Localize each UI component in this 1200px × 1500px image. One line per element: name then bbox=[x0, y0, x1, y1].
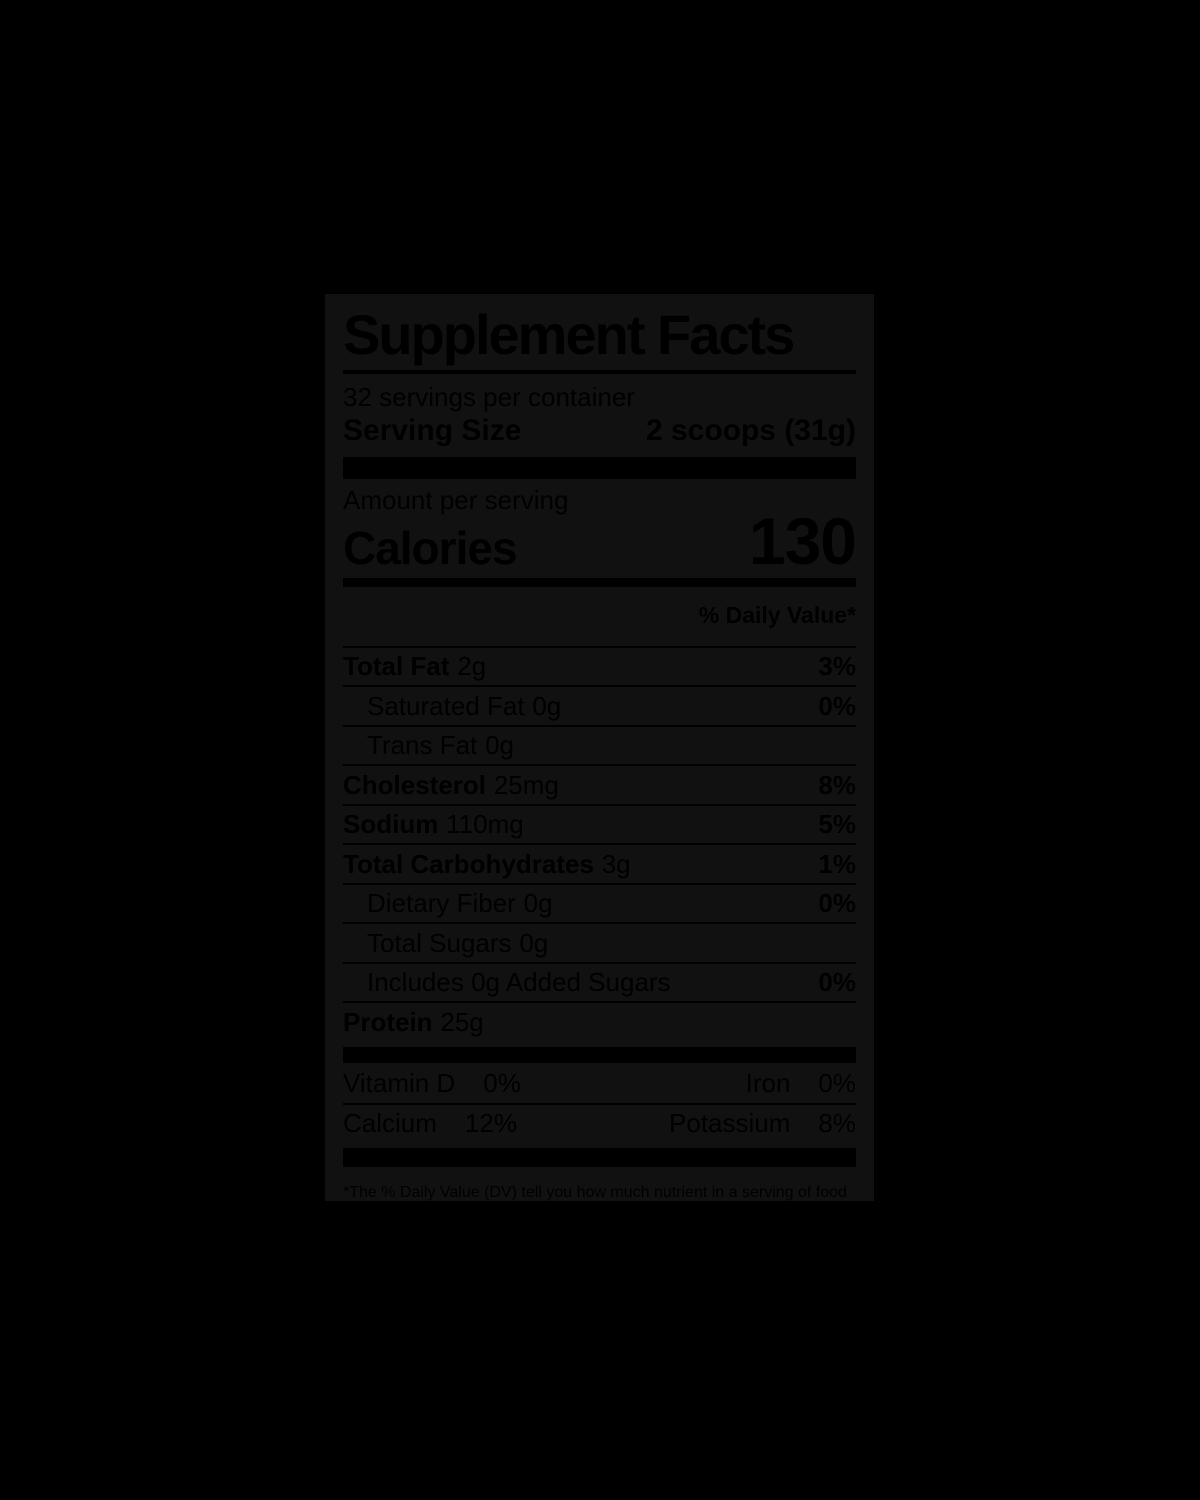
calories-row bbox=[343, 503, 856, 578]
nutrient-row-total-fat bbox=[343, 646, 856, 686]
nutrient-name: Dietary Fiber bbox=[367, 888, 516, 919]
servings-per-container: 32 servings per container bbox=[343, 381, 635, 412]
micronutrient-value: 8% bbox=[818, 1108, 856, 1139]
nutrient-amount: 0g bbox=[519, 927, 549, 958]
nutrient-row-total-carbohydrates bbox=[343, 843, 856, 883]
nutrient-name: Cholesterol bbox=[343, 769, 487, 800]
serving-size-label: Serving Size bbox=[343, 414, 522, 448]
micronutrient-name: Potassium bbox=[669, 1108, 791, 1139]
micronutrient-row-vitamind-iron bbox=[343, 1065, 856, 1103]
title-divider bbox=[343, 370, 856, 374]
nutrient-name: Includes 0g Added Sugars bbox=[367, 967, 671, 998]
nutrient-row-sodium bbox=[343, 804, 856, 844]
nutrient-table bbox=[343, 646, 856, 1041]
nutrient-daily-value: 8% bbox=[818, 769, 856, 800]
section-bar-bottom bbox=[343, 1148, 856, 1167]
micronutrient-value: 12% bbox=[464, 1108, 517, 1139]
nutrient-amount: 25g bbox=[440, 1006, 484, 1037]
daily-value-footnote bbox=[343, 1181, 856, 1251]
nutrient-name: Saturated Fat bbox=[367, 690, 525, 721]
micronutrient-table bbox=[343, 1065, 856, 1143]
nutrient-name: Protein bbox=[343, 1006, 433, 1037]
micronutrient-value: 0% bbox=[483, 1068, 521, 1099]
daily-value-header: % Daily Value* bbox=[698, 601, 856, 628]
nutrient-amount: 0g bbox=[523, 888, 553, 919]
serving-size-value: 2 scoops (31g) bbox=[645, 414, 856, 448]
nutrient-daily-value: 0% bbox=[818, 690, 856, 721]
section-bar-top bbox=[343, 457, 856, 479]
nutrient-row-protein bbox=[343, 1001, 856, 1041]
micronutrient-name: Iron bbox=[745, 1068, 791, 1099]
micronutrient-value: 0% bbox=[818, 1068, 856, 1099]
calories-divider-bar bbox=[343, 578, 856, 587]
nutrient-name: Trans Fat bbox=[367, 730, 478, 761]
footnote-line-1: *The % Daily Value (DV) tell you how much nutrient in a serving of food bbox=[343, 1183, 847, 1201]
nutrient-row-added-sugars bbox=[343, 962, 856, 1002]
micronutrient-name: Calcium bbox=[343, 1108, 437, 1139]
nutrient-amount: 25mg bbox=[493, 769, 559, 800]
calories-value: 130 bbox=[748, 503, 856, 578]
nutrient-amount: 0g bbox=[532, 690, 562, 721]
serving-size-row bbox=[343, 414, 856, 448]
nutrient-daily-value: 5% bbox=[818, 809, 856, 840]
nutrient-amount: 3g bbox=[601, 848, 631, 879]
label-title: Supplement Facts bbox=[343, 303, 794, 366]
nutrient-amount: 2g bbox=[457, 651, 487, 682]
calories-label: Calories bbox=[343, 521, 517, 574]
nutrient-amount: 0g bbox=[485, 730, 515, 761]
micronutrient-name: Vitamin D bbox=[343, 1068, 456, 1099]
amount-per-serving: Amount per serving bbox=[343, 485, 569, 516]
nutrient-row-saturated-fat bbox=[343, 685, 856, 725]
nutrient-row-dietary-fiber bbox=[343, 883, 856, 923]
nutrient-name: Sodium bbox=[343, 809, 439, 840]
nutrient-daily-value: 1% bbox=[818, 848, 856, 879]
supplement-facts-label bbox=[322, 291, 877, 1248]
nutrient-name: Total Carbohydrates bbox=[343, 848, 594, 879]
nutrient-amount: 110mg bbox=[446, 809, 524, 840]
nutrient-row-total-sugars bbox=[343, 922, 856, 962]
nutrient-daily-value: 0% bbox=[818, 888, 856, 919]
nutrient-row-trans-fat bbox=[343, 725, 856, 765]
section-bar-middle bbox=[343, 1047, 856, 1063]
nutrient-name: Total Sugars bbox=[367, 927, 512, 958]
nutrient-daily-value: 3% bbox=[818, 651, 856, 682]
nutrient-name: Total Fat bbox=[343, 651, 450, 682]
nutrient-daily-value: 0% bbox=[818, 967, 856, 998]
footnote-line-2: contributes to a daily diet. 2,000 calories a day is used for general nutrition advice. bbox=[343, 1207, 809, 1248]
nutrient-row-cholesterol bbox=[343, 764, 856, 804]
micronutrient-row-calcium-potassium bbox=[343, 1103, 856, 1143]
